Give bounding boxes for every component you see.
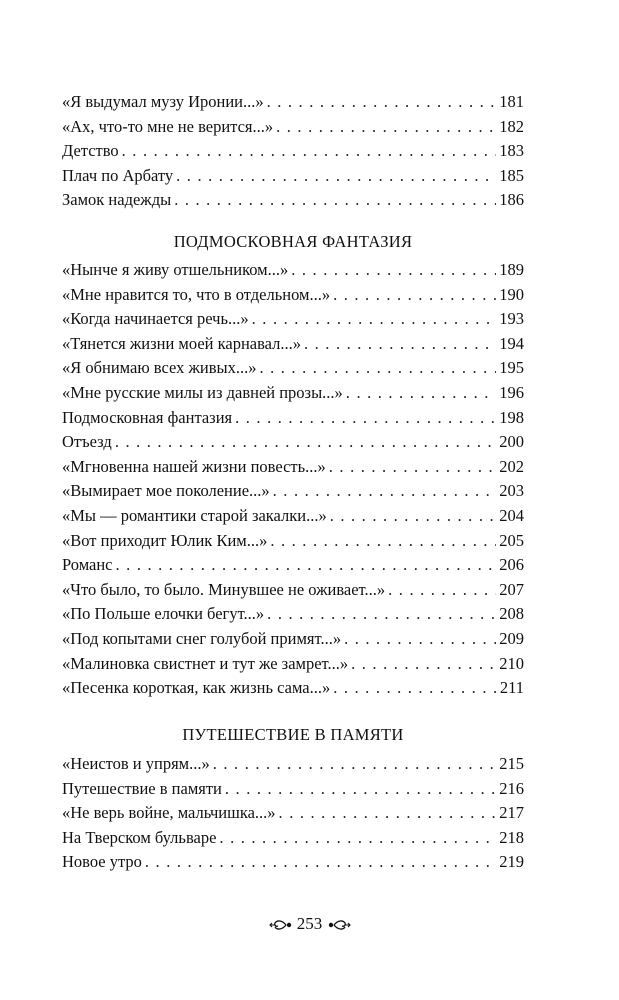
toc-entry <box>62 381 524 406</box>
leader-dots <box>329 455 496 480</box>
leader-dots <box>115 430 496 455</box>
entry-title: «Мне русские милы из давней прозы...» <box>62 382 343 402</box>
entry-title: «Когда начинается речь...» <box>62 309 249 329</box>
entry-page: 182 <box>499 116 524 136</box>
leader-dots <box>270 529 496 554</box>
entry-title: «Ах, что-то мне не верится...» <box>62 116 274 136</box>
section-heading: ПОДМОСКОВНАЯ ФАНТАЗИЯ <box>173 232 413 251</box>
left-ornament-icon <box>269 918 293 932</box>
entry-page: 204 <box>499 505 524 525</box>
toc-entry <box>62 430 524 455</box>
entry-page: 206 <box>499 555 524 575</box>
leader-dots <box>330 504 497 529</box>
entry-page: 190 <box>499 284 524 304</box>
leader-dots <box>219 826 496 851</box>
entry-page: 209 <box>499 628 524 648</box>
section-heading: ПУТЕШЕСТВИЕ В ПАМЯТИ <box>182 725 404 744</box>
leader-dots <box>346 381 496 406</box>
toc-entry <box>62 504 524 529</box>
entry-title: «Под копытами снег голубой примят...» <box>62 628 342 648</box>
leader-dots <box>235 406 496 431</box>
leader-dots <box>174 188 496 213</box>
leader-dots <box>122 139 497 164</box>
entry-page: 205 <box>499 530 524 550</box>
toc-entry <box>62 801 524 826</box>
leader-dots <box>225 777 496 802</box>
toc-section-3 <box>62 752 524 875</box>
entry-title: «Вымирает мое поколение...» <box>62 481 270 501</box>
leader-dots <box>344 627 496 652</box>
entry-title: «Малиновка свистнет и тут же замрет...» <box>62 653 349 673</box>
leader-dots <box>259 356 496 381</box>
entry-title: «Что было, то было. Минувшее не оживает...» <box>62 579 386 599</box>
entry-title: Детство <box>62 141 119 161</box>
entry-page: 185 <box>499 165 524 185</box>
entry-page: 194 <box>499 333 524 353</box>
entry-page: 198 <box>499 407 524 427</box>
toc-entry <box>62 115 524 140</box>
entry-title: На Тверском бульваре <box>62 827 217 847</box>
entry-title: Путешествие в памяти <box>62 778 222 798</box>
toc-entry <box>62 553 524 578</box>
toc-entry <box>62 455 524 480</box>
entry-page: 218 <box>499 827 524 847</box>
leader-dots <box>276 115 496 140</box>
toc-entry <box>62 188 524 213</box>
leader-dots <box>304 332 496 357</box>
entry-page: 215 <box>499 754 524 773</box>
toc-entry <box>62 479 524 504</box>
leader-dots <box>267 602 496 627</box>
entry-page: 181 <box>499 92 524 111</box>
entry-page: 195 <box>499 358 524 378</box>
leader-dots <box>145 850 496 875</box>
entry-page: 203 <box>499 481 524 501</box>
entry-title: «По Польше елочки бегут...» <box>62 604 265 624</box>
toc-entry <box>62 90 524 115</box>
entry-page: 207 <box>499 579 524 599</box>
entry-title: Новое утро <box>62 852 142 872</box>
toc-entry <box>62 752 524 777</box>
leader-dots <box>213 752 497 777</box>
toc-entry <box>62 139 524 164</box>
entry-title: Замок надежды <box>62 190 172 210</box>
entry-title: Подмосковная фантазия <box>62 407 233 427</box>
leader-dots <box>267 90 497 115</box>
leader-dots <box>388 578 496 603</box>
toc-entry <box>62 332 524 357</box>
toc-entry <box>62 307 524 332</box>
toc-entry <box>62 529 524 554</box>
leader-dots <box>333 676 497 701</box>
toc-entry <box>62 826 524 851</box>
leader-dots <box>273 479 497 504</box>
entry-title: Романс <box>62 555 113 575</box>
entry-title: Плач по Арбату <box>62 165 174 185</box>
entry-page: 186 <box>499 190 524 210</box>
entry-title: «Я выдумал музу Иронии...» <box>62 92 264 111</box>
toc-entry <box>62 164 524 189</box>
entry-title: «Не верь войне, мальчишка...» <box>62 803 276 823</box>
leader-dots <box>333 283 496 308</box>
entry-title: «Неистов и упрям...» <box>62 754 210 773</box>
entry-title: «Мгновенна нашей жизни повесть...» <box>62 456 326 476</box>
entry-page: 210 <box>499 653 524 673</box>
entry-title: «Мне нравится то, что в отдельном...» <box>62 284 331 304</box>
entry-page: 189 <box>499 260 524 279</box>
entry-page: 193 <box>499 309 524 329</box>
right-ornament-icon <box>327 918 351 932</box>
entry-page: 183 <box>499 141 524 161</box>
entry-page: 208 <box>499 604 524 624</box>
entry-title: «Нынче я живу отшельником...» <box>62 260 289 279</box>
toc-entry <box>62 627 524 652</box>
entry-title: Отъезд <box>62 432 112 452</box>
toc-section-2 <box>62 258 524 701</box>
entry-title: «Песенка короткая, как жизнь сама...» <box>62 678 331 698</box>
toc-entry <box>62 578 524 603</box>
leader-dots <box>291 258 496 283</box>
leader-dots <box>252 307 497 332</box>
entry-page: 196 <box>499 382 524 402</box>
entry-title: «Тянется жизни моей карнавал...» <box>62 333 301 353</box>
page-footer <box>0 914 619 934</box>
toc-entry <box>62 602 524 627</box>
entry-title: «Вот приходит Юлик Ким...» <box>62 530 268 550</box>
toc-entry <box>62 777 524 802</box>
leader-dots <box>351 652 496 677</box>
toc-entry <box>62 850 524 875</box>
leader-dots <box>279 801 497 826</box>
toc-entry <box>62 676 524 701</box>
entry-title: «Мы — романтики старой закалки...» <box>62 505 327 525</box>
toc-entry <box>62 406 524 431</box>
leader-dots <box>176 164 496 189</box>
toc-entry <box>62 356 524 381</box>
entry-page: 200 <box>499 432 524 452</box>
toc-entry <box>62 283 524 308</box>
page-number: 253 <box>296 914 323 933</box>
entry-page: 219 <box>499 852 524 872</box>
toc-entry <box>62 258 524 283</box>
leader-dots <box>116 553 497 578</box>
entry-page: 216 <box>499 778 524 798</box>
toc-entry <box>62 652 524 677</box>
entry-title: «Я обнимаю всех живых...» <box>62 358 257 378</box>
toc-section-1 <box>62 90 524 213</box>
entry-page: 211 <box>499 678 524 698</box>
entry-page: 217 <box>499 803 524 823</box>
entry-page: 202 <box>499 456 524 476</box>
